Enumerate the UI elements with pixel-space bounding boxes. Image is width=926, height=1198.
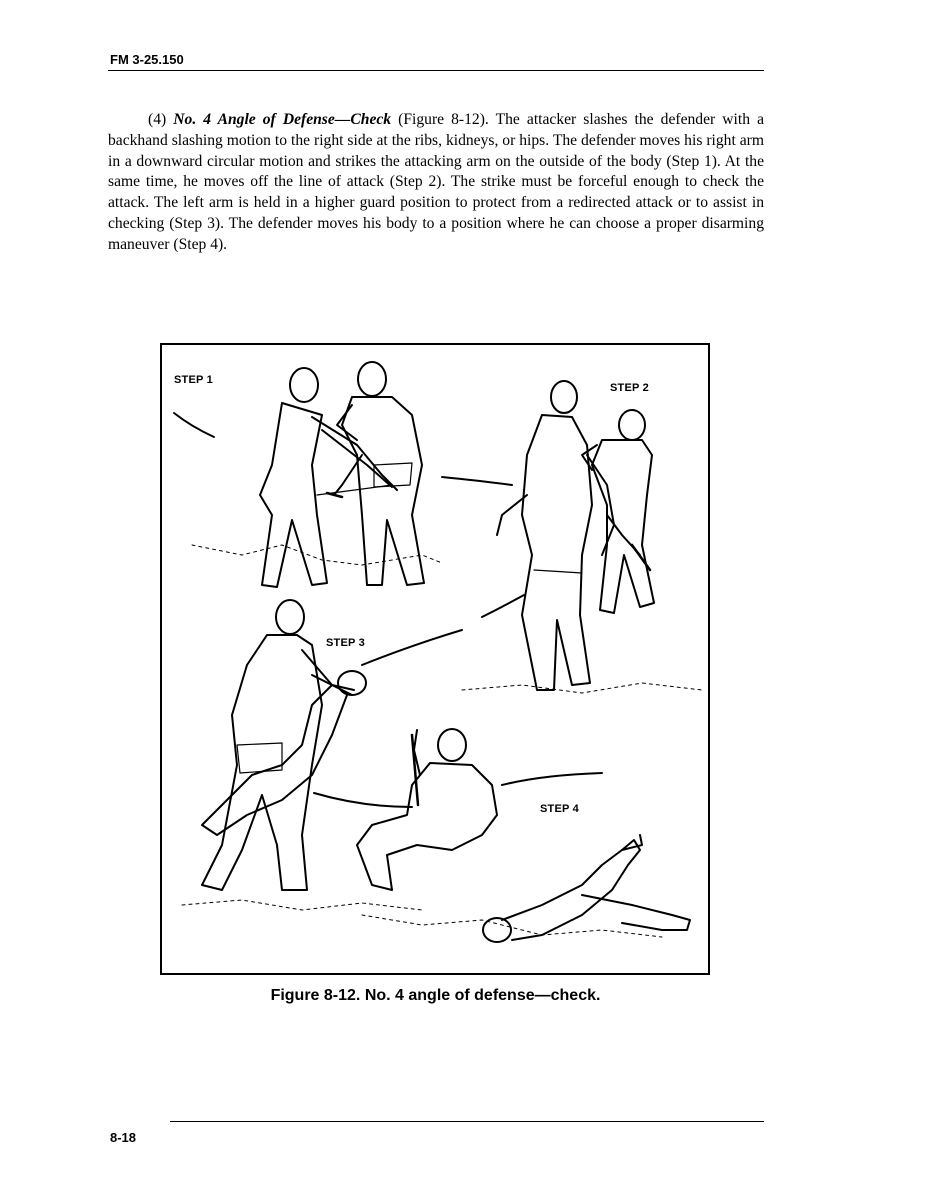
motion-arc (362, 630, 462, 665)
step1-figures (192, 362, 442, 587)
motion-arc (482, 595, 524, 617)
step-4-label: STEP 4 (540, 803, 579, 815)
motion-arc (314, 793, 412, 807)
step-3-label: STEP 3 (326, 637, 365, 649)
header-rule (108, 70, 764, 71)
figure-caption: Figure 8-12. No. 4 angle of defense—check. (270, 987, 601, 1004)
step4-figures (357, 729, 690, 942)
paragraph-text: (Figure 8-12). The attacker slashes the defender with a backhand slashing motion to the right side at the ribs, kidneys, or hips. The defender moves his right arm in a downward circular motion and strikes the attacking arm on the outside of the body (Step 1). At the same time, he moves off the line of attack (Step 2). The strike must be forceful enough to check the attack. The left arm is held in a higher guard position to protect from a redirected attack or to assist in checking (Step 3). The defender moves his body to a position where he can choose a proper disarming maneuver (Step 4). (108, 111, 764, 253)
footer-rule (170, 1121, 764, 1122)
page-number: 8-18 (110, 1130, 137, 1145)
step3-figures (182, 600, 422, 910)
step2-figures (462, 381, 702, 693)
body-paragraph (108, 110, 764, 256)
motion-arc (442, 477, 512, 485)
motion-arc (174, 413, 214, 437)
document-id: FM 3-25.150 (110, 52, 184, 67)
figure-illustration (160, 343, 710, 975)
step-2-label: STEP 2 (610, 382, 649, 394)
step-1-label: STEP 1 (174, 374, 213, 386)
paragraph-number: (4) (148, 111, 167, 128)
motion-arc (502, 773, 602, 785)
illustration-drawing (162, 345, 708, 973)
paragraph-heading: No. 4 Angle of Defense—Check (173, 111, 392, 128)
